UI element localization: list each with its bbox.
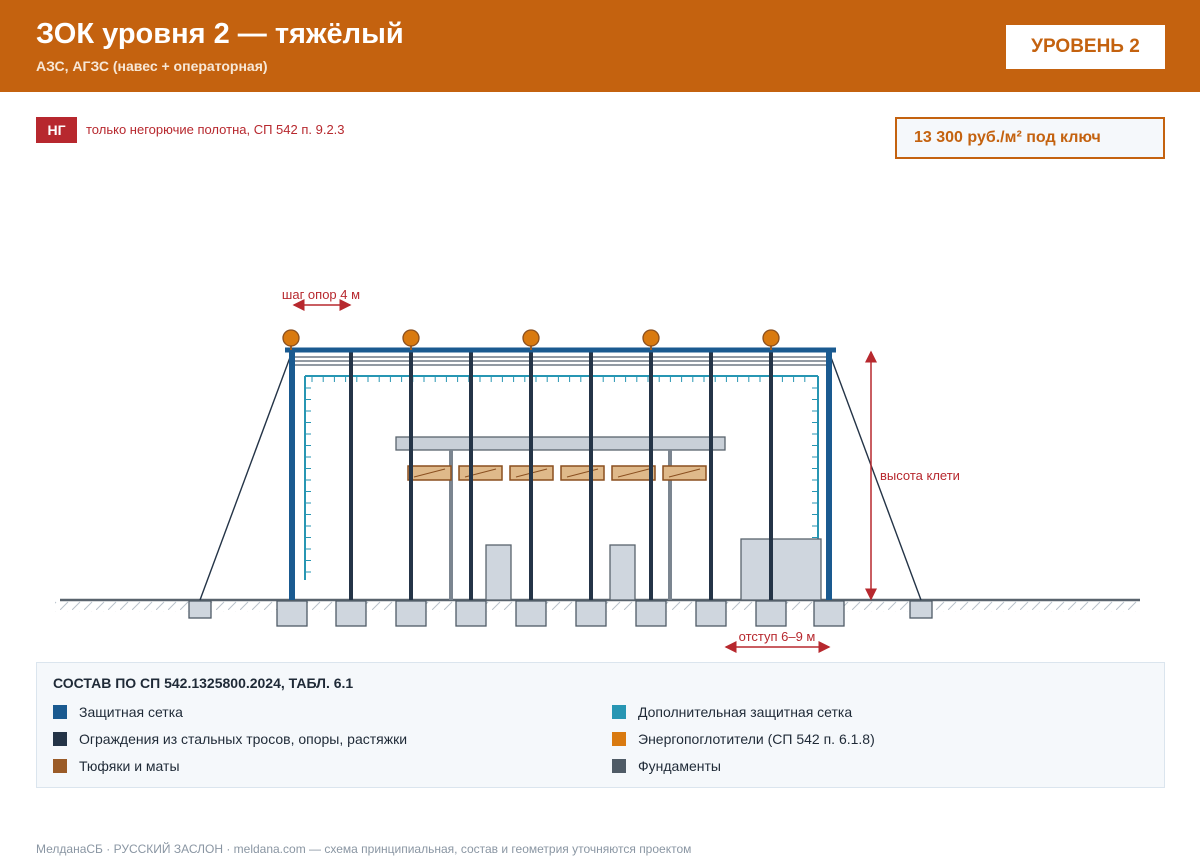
anchor-foundation-left — [189, 601, 211, 618]
legend-panel — [36, 662, 1165, 788]
legend-item-cable-fences — [53, 731, 407, 747]
legend-item-label: Ограждения из стальных тросов, опоры, растяжки — [79, 731, 408, 747]
post-foundation — [576, 601, 606, 626]
post-foundation — [696, 601, 726, 626]
legend-item-energy-absorbers — [612, 731, 875, 747]
legend-item-additional-mesh — [612, 704, 852, 720]
legend-item-foundations — [612, 758, 721, 774]
ng-notice-text: только негорючие полотна, СП 542 п. 9.2.3 — [86, 122, 345, 137]
post-foundation — [336, 601, 366, 626]
energy-absorber — [283, 330, 299, 346]
energy-absorber — [403, 330, 419, 346]
anchor-foundation-right — [910, 601, 932, 618]
cage-height-label: высота клети — [880, 468, 960, 483]
page-subtitle: АЗС, АГЗС (навес + операторная) — [36, 58, 268, 74]
legend-item-mats — [53, 758, 180, 774]
post-foundation — [814, 601, 844, 626]
price-box: 13 300 руб./м² под ключ — [895, 117, 1165, 159]
footer-note: МелданаСБ · РУССКИЙ ЗАСЛОН · meldana.com — схема принципиальная, состав и геометрия уточняются проектом — [36, 842, 692, 856]
legend-item-label: Тюфяки и маты — [79, 758, 180, 774]
page-title: ЗОК уровня 2 — тяжёлый — [36, 18, 404, 50]
legend-item-protective-mesh — [53, 704, 183, 720]
post-foundation — [396, 601, 426, 626]
fuel-dispenser-left — [486, 545, 511, 600]
post-foundation — [456, 601, 486, 626]
post-foundation — [756, 601, 786, 626]
page-header — [0, 0, 1200, 92]
legend-swatch — [53, 732, 67, 746]
legend-swatch — [53, 705, 67, 719]
post-spacing-label: шаг опор 4 м — [281, 287, 361, 302]
level-badge: УРОВЕНЬ 2 — [1006, 25, 1165, 69]
energy-absorber — [763, 330, 779, 346]
canopy-roof — [396, 437, 725, 450]
post-foundation — [277, 601, 307, 626]
energy-absorbers — [283, 330, 779, 350]
legend-swatch — [612, 732, 626, 746]
legend-item-label: Дополнительная защитная сетка — [638, 704, 853, 720]
post-foundation — [516, 601, 546, 626]
ng-badge: НГ — [36, 117, 77, 143]
energy-absorber — [643, 330, 659, 346]
offset-label: отступ 6–9 м — [738, 629, 816, 644]
guy-wire-left — [200, 352, 292, 600]
legend-title: СОСТАВ ПО СП 542.1325800.2024, ТАБЛ. 6.1 — [53, 675, 354, 691]
energy-absorber — [523, 330, 539, 346]
legend-item-label: Защитная сетка — [79, 704, 183, 720]
operator-room — [741, 539, 821, 600]
post-foundation — [636, 601, 666, 626]
legend-swatch — [612, 705, 626, 719]
legend-item-label: Энергопоглотители (СП 542 п. 6.1.8) — [638, 731, 875, 747]
top-cables — [292, 357, 829, 365]
fuel-dispenser-right — [610, 545, 635, 600]
legend-item-label: Фундаменты — [638, 758, 721, 774]
legend-swatch — [612, 759, 626, 773]
legend-swatch — [53, 759, 67, 773]
